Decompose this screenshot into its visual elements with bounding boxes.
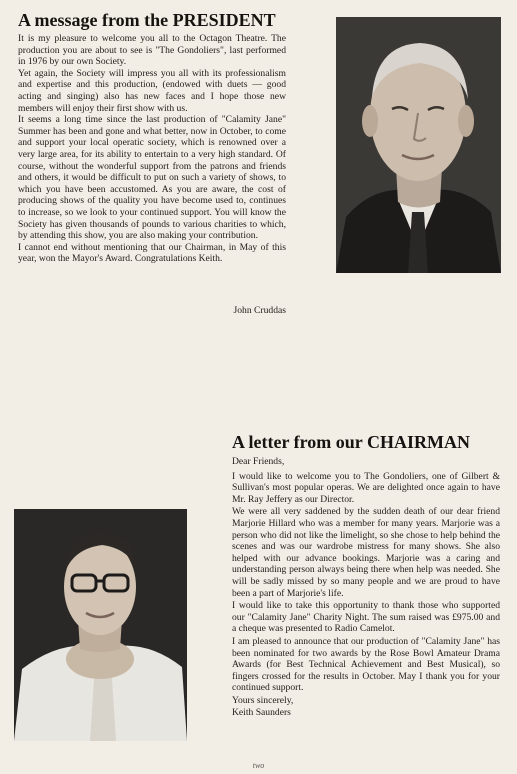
chairman-closing: Yours sincerely, [232, 694, 294, 706]
chairman-salutation: Dear Friends, [232, 456, 285, 467]
chairman-paragraph: I would like to welcome you to The Gondoliers, one of Gilbert & Sullivan's most popular operas. We are delighted once again to have Mr. Ray Jeffery as our Director. [232, 470, 500, 505]
chairman-paragraph: We were all very saddened by the sudden death of our dear friend Marjorie Hillard who was a member for many years. Marjorie was a person who did not like the limelight, so she chose to help behind the scenes and was our wardrobe mistress for many shows. She also helped with our advance bookings. Marjorie was a caring and understanding person always being there when help was needed. She will be sadly missed by so many people and we are proud to have been a part of Marjorie's life. [232, 506, 500, 599]
page-number: two [252, 761, 265, 770]
chairman-paragraph: I would like to take this opportunity to thank those who supported our "Calamity Jane" Charity Night. The sum raised was £975.00 and a cheque was presented to Radio Camelot. [232, 600, 500, 635]
president-photo [336, 17, 501, 273]
president-paragraph: Yet again, the Society will impress you all with its professionalism and expertise and this production, (endowed with duets — good acting and singing) also has new faces and I hope those new members will enjoy their first show with us. [18, 67, 286, 114]
chairman-portrait-image [14, 509, 187, 741]
president-paragraph: It seems a long time since the last production of "Calamity Jane" Summer has been and gone and what better, now in October, to come and support your local operatic society, which is renowned over a very large area, for its ability to entertain to a very high standard. Of course, without the wonderful support from the patrons and friends and others, it would be difficult to put on such a variety of shows, to which you have been accustomed. As you are aware, the cost of producing shows of the quality you have become used to, continues to increase, so we look to your continued support. You will know the Society has given thousands of pounds to various charities to which, by attending this show, you are also making your contribution. [18, 114, 286, 242]
chairman-photo [14, 509, 187, 741]
president-signature: John Cruddas [233, 305, 286, 316]
president-heading: A message from the PRESIDENT [18, 10, 276, 30]
chairman-paragraph: I am pleased to announce that our production of "Calamity Jane" has been nominated for two awards by the Rose Bowl Amateur Drama Awards (for Best Technical Achievement and Best Musical), so fingers crossed for the results in October. May I thank you for your continued support. [232, 635, 500, 694]
chairman-heading: A letter from our CHAIRMAN [232, 432, 470, 452]
president-message [18, 33, 286, 265]
chairman-letter [232, 456, 500, 720]
president-paragraph: I cannot end without mentioning that our Chairman, in May of this year, won the Mayor's Award. Congratulations Keith. [18, 241, 286, 265]
chairman-signature: Keith Saunders [232, 707, 291, 719]
president-paragraph: It is my pleasure to welcome you all to the Octagon Theatre. The production you are about to see is "The Gondoliers", last performed in 1976 by our own Society. [18, 33, 286, 68]
president-portrait-image [336, 17, 501, 273]
